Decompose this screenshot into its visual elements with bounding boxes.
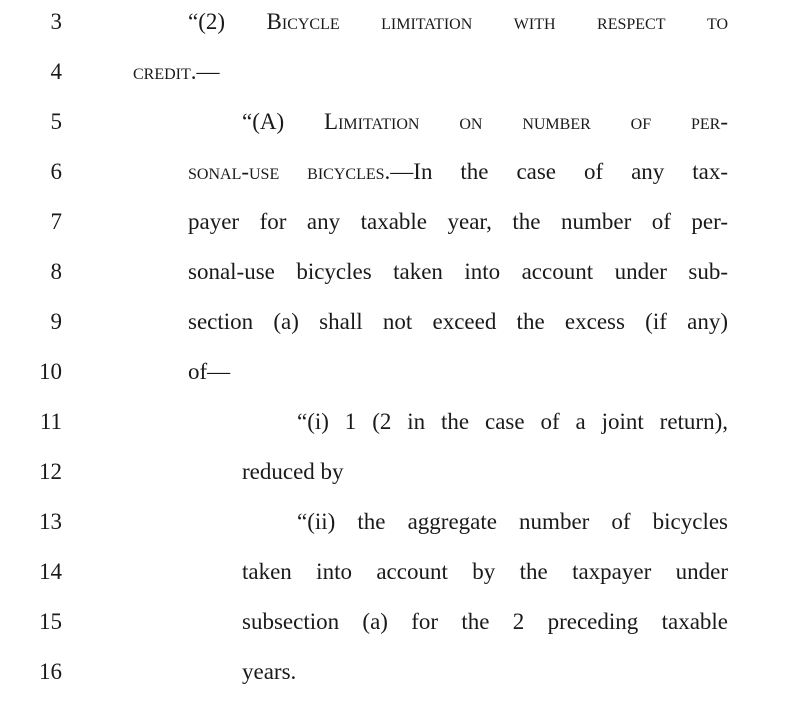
line-text: years.: [242, 659, 297, 684]
line-number: 8: [50, 259, 62, 284]
line-number: 12: [39, 459, 62, 484]
line-suffix: .—In the case of any tax-: [384, 159, 728, 184]
line-smallcaps: Limitation on number of per-: [324, 109, 729, 134]
text-line: [0, 652, 802, 702]
line-number: 13: [39, 509, 62, 534]
text-line: [0, 152, 802, 202]
line-text: subsection (a) for the 2 preceding taxable: [242, 609, 728, 634]
line-number: 4: [50, 59, 62, 84]
text-line: [0, 452, 802, 502]
line-text: of—: [188, 359, 231, 384]
line-prefix: “(2): [188, 9, 267, 34]
text-line: [0, 552, 802, 602]
text-line: [0, 2, 802, 52]
line-number: 6: [50, 159, 62, 184]
line-text: section (a) shall not exceed the excess (if any): [188, 309, 728, 334]
text-line: [0, 402, 802, 452]
text-line: [0, 352, 802, 402]
text-line: [0, 302, 802, 352]
line-number: 15: [39, 609, 62, 634]
line-text: “(ii) the aggregate number of bicycles: [297, 509, 728, 534]
line-text: sonal-use bicycles taken into account under sub-: [188, 259, 728, 284]
line-text: [188, 152, 728, 192]
text-line: [0, 502, 802, 552]
line-text: reduced by: [242, 459, 344, 484]
line-suffix: .—: [190, 59, 220, 84]
line-text: [133, 52, 220, 92]
line-text: [242, 102, 728, 142]
line-number: 16: [39, 659, 62, 684]
text-line: [0, 202, 802, 252]
line-number: 14: [39, 559, 62, 584]
line-number: 3: [50, 9, 62, 34]
line-text: taken into account by the taxpayer under: [242, 559, 728, 584]
line-text: [188, 2, 728, 42]
line-number: 11: [39, 409, 62, 434]
line-prefix: “(A): [242, 109, 325, 134]
line-smallcaps: sonal-use bicycles: [188, 159, 385, 184]
text-line: [0, 252, 802, 302]
line-number: 10: [39, 359, 62, 384]
line-text: payer for any taxable year, the number of per-: [188, 209, 728, 234]
line-text: “(i) 1 (2 in the case of a joint return),: [297, 409, 728, 434]
line-smallcaps: Bicycle limitation with respect to: [266, 9, 729, 34]
text-line: [0, 102, 802, 152]
text-line: [0, 602, 802, 652]
line-number: 5: [50, 109, 62, 134]
line-number: 7: [50, 209, 62, 234]
line-smallcaps: credit: [133, 59, 191, 84]
line-number: 9: [50, 309, 62, 334]
text-line: [0, 52, 802, 102]
